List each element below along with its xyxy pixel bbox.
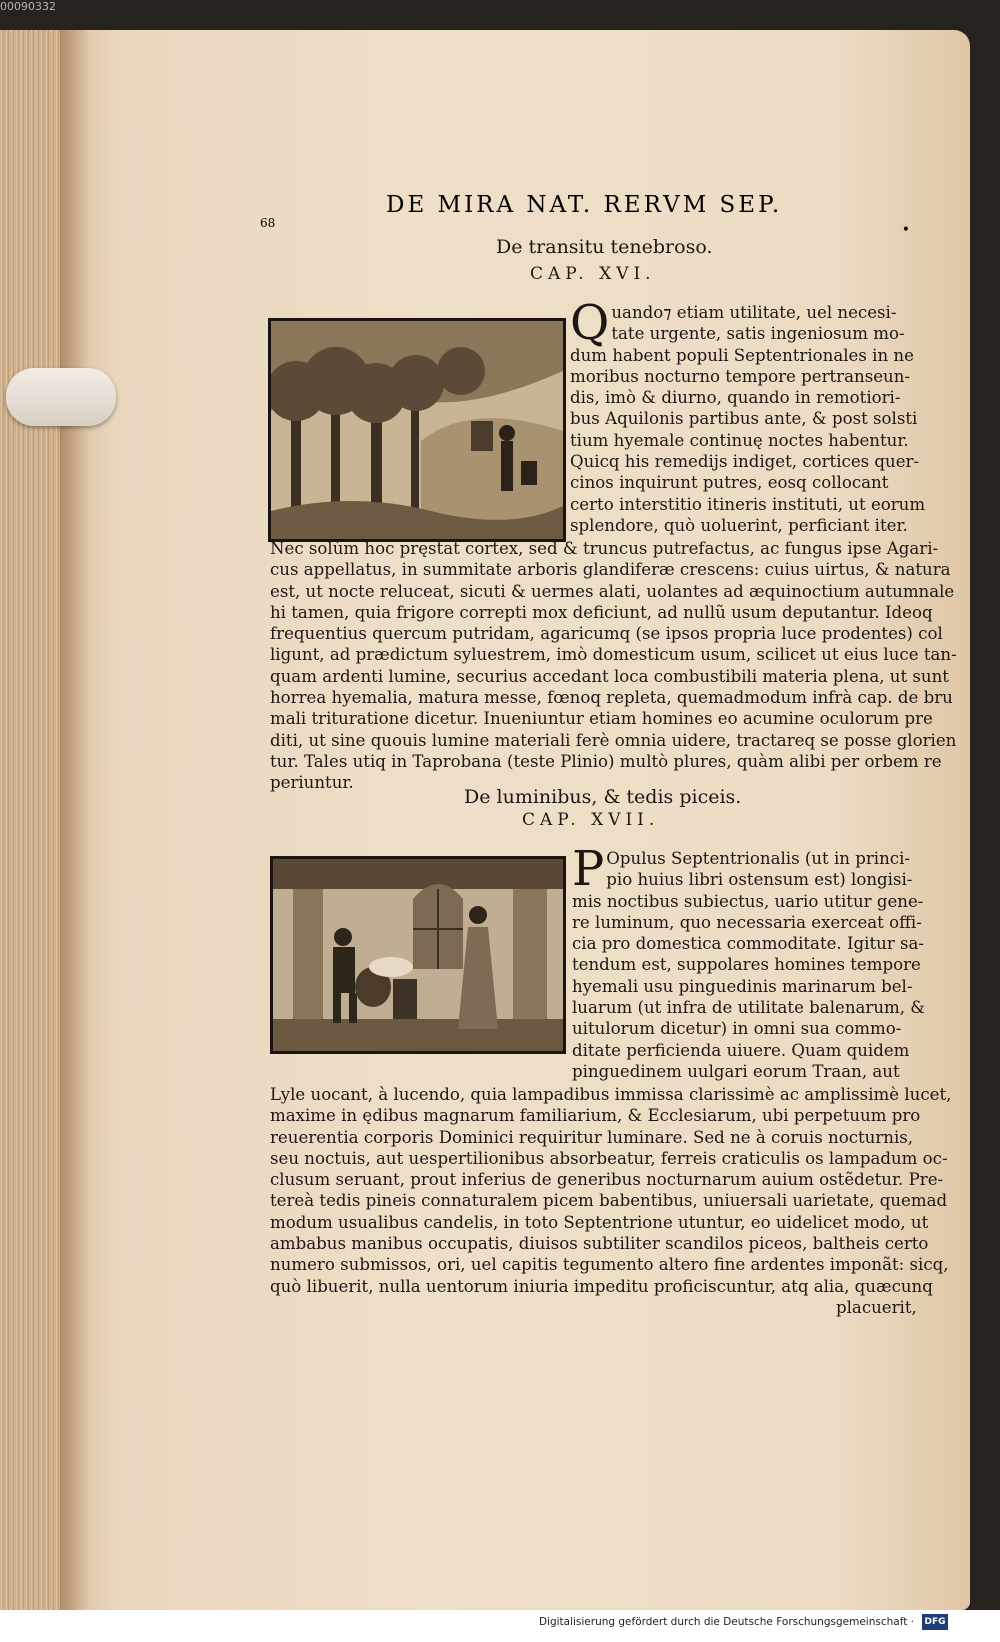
- bookmark-tab: [6, 368, 116, 426]
- chapter-17-number: CAP. XVII.: [522, 810, 660, 830]
- text-line: Nec solùm hoc pręstat cortex, sed & truncus putrefactus, ac fungus ipse Agari-: [270, 539, 939, 558]
- book-page: [62, 30, 970, 1610]
- text-line: pio huius libri ostensum est) longisi-: [606, 870, 913, 890]
- text-line: cus appellatus, in summitate arboris glandiferæ crescens: cuius uirtus, & natura: [270, 560, 951, 580]
- book-fore-edge: [0, 30, 64, 1610]
- text-line: Lyle uocant, à lucendo, quia lampadibus immissa clarissimè ac amplissimè lucet,: [270, 1085, 952, 1104]
- text-line: pinguedinem uulgari eorum Traan, aut: [572, 1061, 900, 1081]
- text-line: reuerentia corporis Dominici requiritur luminare. Sed ne à coruis nocturnis,: [270, 1127, 914, 1147]
- chapter-17-narrow-text: [572, 841, 926, 1082]
- text-line: bus Aquilonis partibus ante, & post solsti: [570, 409, 918, 429]
- text-line: tium hyemale continuę noctes habentur.: [570, 430, 909, 450]
- text-line: tereà tedis pineis connaturalem picem babentibus, uniuersali uarietate, quemad: [270, 1191, 948, 1211]
- text-line: modum usualibus candelis, in toto Septentrione utuntur, eo uidelicet modo, ut: [270, 1212, 929, 1232]
- text-line: uitulorum dicetur) in omni sua commo-: [572, 1019, 902, 1039]
- chapter-17-dropcap: P: [572, 841, 605, 897]
- text-line: tate urgente, satis ingeniosum mo-: [611, 324, 905, 344]
- text-line: hi tamen, quia frigore correpti mox deficiunt, ad nullũ usum deputantur. Ideoq: [270, 602, 933, 622]
- page-id: 00090332: [0, 0, 56, 13]
- dfg-logo: DFG: [922, 1614, 948, 1630]
- footer-bar: [0, 1610, 1000, 1642]
- text-line: certo interstitio itineris instituti, ut eorum: [570, 494, 926, 514]
- folio-number: 68: [260, 216, 276, 230]
- chapter-16-narrow-text: [570, 295, 926, 536]
- woodcut-lamp-interior: [270, 856, 566, 1054]
- text-line: luarum (ut infra de utilitate balenarum, &: [572, 998, 926, 1018]
- text-line: periuntur.: [270, 773, 354, 793]
- gutter-shadow: [60, 30, 90, 1610]
- catchword: placuerit,: [836, 1298, 917, 1317]
- text-line: ligunt, ad prædictum syluestrem, imò domesticum usum, scilicet ut eius luce tan-: [270, 645, 957, 665]
- text-line: mis noctibus subiectus, uario utitur gene-: [572, 891, 924, 911]
- text-line: Quicq his remedijs indiget, cortices quer-: [570, 452, 920, 472]
- text-line: quam ardenti lumine, securius accedant loca combustibili materia plena, ut sunt: [270, 666, 949, 686]
- text-line: splendore, quò uoluerint, perficiant iter.: [570, 515, 908, 535]
- text-line: moribus nocturno tempore pertranseun-: [570, 366, 911, 386]
- text-line: est, ut nocte reluceat, sicuti & uermes alati, uolantes ad æquinoctium autumnale: [270, 581, 955, 601]
- forest-illustration: [271, 321, 563, 539]
- woodcut-forest-travellers: [268, 318, 566, 542]
- text-line: horrea hyemalia, matura messe, fœnoq repleta, quemadmodum infrà cap. de bru: [270, 688, 953, 708]
- funding-credit: Digitalisierung gefördert durch die Deutsche Forschungsgemeinschaft ·: [538, 1616, 914, 1628]
- chapter-16-number: CAP. XVI.: [530, 264, 656, 284]
- text-line: tendum est, suppolares homines tempore: [572, 955, 921, 975]
- text-line: cia pro domestica commoditate. Igitur sa-: [572, 934, 925, 954]
- text-line: ditate perficienda uiuere. Quam quidem: [572, 1040, 910, 1060]
- text-line: uando⁊ etiam utilitate, uel necesi-: [611, 303, 897, 322]
- chapter-17-wide-text: [270, 1084, 952, 1297]
- text-line: tur. Tales utiq in Taprobana (teste Plinio) multò plures, quàm alibi per orbem re: [270, 751, 942, 771]
- text-line: dum habent populi Septentrionales in ne: [570, 345, 914, 365]
- text-line: mali trituratione dicetur. Inueniuntur etiam homines eo acumine oculorum pre: [270, 709, 933, 729]
- chapter-16-heading: De transitu tenebroso.: [496, 236, 713, 258]
- text-line: diti, ut sine quouis lumine materiali ferè omnia uidere, tractareq se posse glorien: [270, 730, 957, 750]
- running-mark: •: [901, 222, 910, 238]
- text-line: Opulus Septentrionalis (ut in princi-: [606, 849, 910, 868]
- text-line: maxime in ędibus magnarum familiarium, & Ecclesiarum, ubi perpetuum pro: [270, 1106, 921, 1126]
- chapter-16-dropcap: Q: [570, 295, 610, 351]
- text-line: quò libuerit, nulla uentorum iniuria impeditu proficiscuntur, atq alia, quæcunq: [270, 1276, 933, 1296]
- interior-illustration: [273, 859, 563, 1051]
- chapter-17-heading: De luminibus, & tedis piceis.: [464, 786, 742, 808]
- chapter-16-wide-text: [270, 538, 957, 794]
- text-line: hyemali usu pinguedinis marinarum bel-: [572, 976, 913, 996]
- text-line: seu noctuis, aut uespertilionibus absorbeatur, ferreis craticulis os lampadum oc-: [270, 1148, 948, 1168]
- text-line: re luminum, quo necessaria exerceat offi-: [572, 912, 922, 932]
- text-line: cinos inquirunt putres, eosq collocant: [570, 473, 889, 493]
- text-line: dis, imò & diurno, quando in remotiori-: [570, 388, 901, 408]
- text-line: clusum seruant, prout inferius de generibus nocturnarum auium ostẽdetur. Pre-: [270, 1170, 944, 1190]
- text-line: frequentius quercum putridam, agaricumq (se ipsos propria luce prodentes) col: [270, 624, 943, 644]
- text-line: ambabus manibus occupatis, diuisos subtiliter scandilos piceos, baltheis certo: [270, 1234, 929, 1254]
- text-line: numero submissos, ori, uel capitis tegumento altero fine ardentes imponãt: sicq,: [270, 1255, 949, 1275]
- running-title: DE MIRA NAT. RERVM SEP.: [386, 192, 783, 218]
